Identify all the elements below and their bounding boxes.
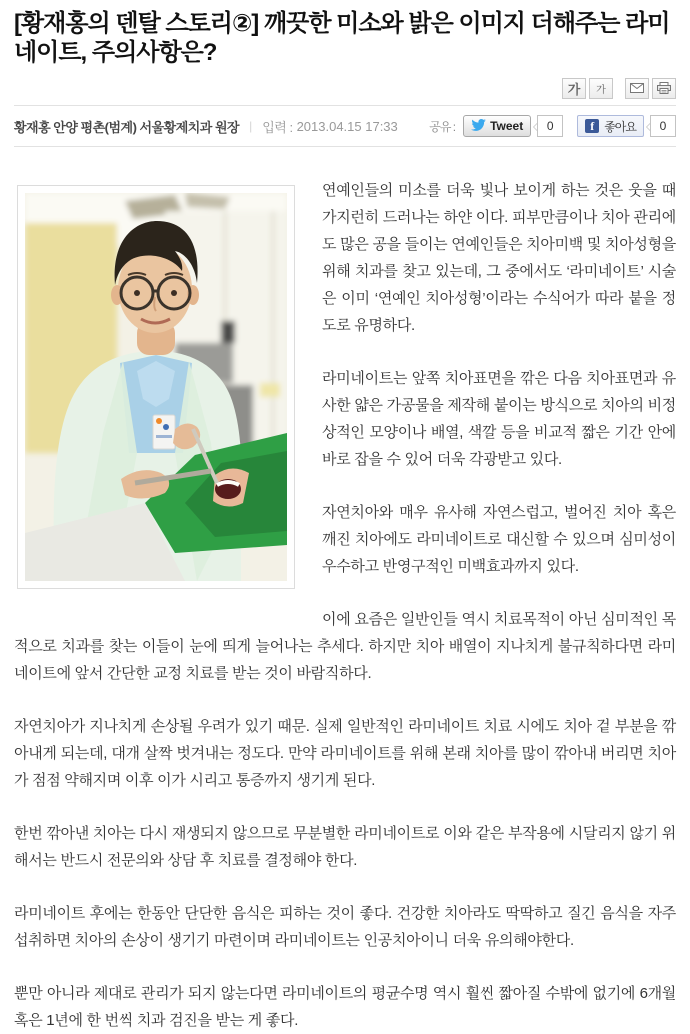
toolbar [14, 77, 676, 99]
published-datetime: 2013.04.15 17:33 [296, 118, 398, 134]
printer-icon [657, 82, 671, 94]
tweet-label: Tweet [490, 119, 524, 133]
author-name: 황재홍 안양 평촌(범계) 서울황제치과 원장 [14, 119, 240, 135]
page-title: [황재홍의 덴탈 스토리②] 깨끗한 미소와 밝은 이미지 더해주는 라미네이트, 주의사항은? [14, 10, 670, 66]
paragraph-2: 라미네이트는 앞쪽 치아표면을 깎은 다음 치아표면과 유사한 얇은 가공물을 제작해 붙이는 방식으로 치아의 비정상적인 모양이나 배열, 색깔 등을 비교적 짧은 기간 안에 바로 잡을 수 있어 더욱 각광받고 있다. [322, 370, 676, 468]
dentist-photo-illustration [25, 193, 287, 581]
paragraph-4: 이에 요즘은 일반인들 역시 치료목적이 아닌 심미적인 목적으로 치과를 찾는 이들이 눈에 띄게 늘어나는 추세다. 하지만 치아 배열이 지나치게 불규칙하다면 라미네이트에 앞서 간단한 교정 치료를 받는 것이 바람직하다. [14, 611, 676, 682]
font-increase-button[interactable]: 가 [562, 78, 586, 99]
envelope-icon [630, 83, 644, 93]
facebook-like-button[interactable] [577, 115, 644, 137]
paragraph-5: 자연치아가 지나치게 손상될 우려가 있기 때문. 실제 일반적인 라미네이트 치료 시에도 치아 겉 부분을 깎아내게 되는데, 대개 살짝 벗겨내는 정도다. 만약 라미네이트를 위해 본래 치아를 많이 깎아내 버리면 치아가 점점 약해지며 이후 이가 시리고 통증까지 생기게 된다. [14, 718, 676, 789]
print-button[interactable] [652, 78, 676, 99]
font-decrease-button[interactable]: 가 [589, 78, 613, 99]
article-body [14, 147, 676, 1034]
meta-row [14, 106, 676, 146]
twitter-bird-icon [471, 119, 486, 134]
paragraph-3: 자연치아와 매우 유사해 자연스럽고, 벌어진 치아 혹은 깨진 치아에도 라미네이트로 대신할 수 있으며 심미성이 우수하고 반영구적인 미백효과까지 있다. [322, 504, 676, 575]
facebook-icon: f [585, 119, 599, 133]
byline [14, 117, 398, 136]
byline-separator: | [249, 119, 253, 133]
like-count[interactable]: 0 [650, 115, 676, 137]
published-label: 입력 : [262, 119, 293, 135]
article-photo [17, 185, 295, 589]
paragraph-7: 라미네이트 후에는 한동안 단단한 음식은 피하는 것이 좋다. 건강한 치아라도 딱딱하고 질긴 음식을 자주 섭취하면 치아의 손상이 생기기 마련이며 라미네이트는 인공치아이니 더욱 유의해야한다. [14, 905, 676, 949]
share-bar [429, 115, 676, 137]
email-button[interactable] [625, 78, 649, 99]
tweet-count[interactable]: 0 [537, 115, 563, 137]
tweet-button[interactable] [463, 115, 531, 137]
like-label: 좋아요 [604, 119, 636, 134]
paragraph-8: 뿐만 아니라 제대로 관리가 되지 않는다면 라미네이트의 평균수명 역시 훨씬 짧아질 수밖에 없기에 6개월 혹은 1년에 한 번씩 치과 검진을 받는 게 좋다. [14, 985, 676, 1029]
share-label: 공유 : [429, 119, 456, 134]
paragraph-6: 한번 깎아낸 치아는 다시 재생되지 않으므로 무분별한 라미네이트로 이와 같은 부작용에 시달리지 않기 위해서는 반드시 전문의와 상담 후 치료를 결정해야 한다. [14, 825, 676, 869]
paragraph-1: 연예인들의 미소를 더욱 빛나 보이게 하는 것은 웃을 때 가지런히 드러나는 하얀 이다. 피부만큼이나 치아 관리에도 많은 공을 들이는 연예인들은 치아미백 및 치아성형을 위해 치과를 찾고 있는데, 그 중에서도 ‘라미네이트’ 시술은 이미 ‘연예인 치아성형’이라는 수식어가 따라 붙을 정도로 유명하다. [322, 182, 676, 334]
